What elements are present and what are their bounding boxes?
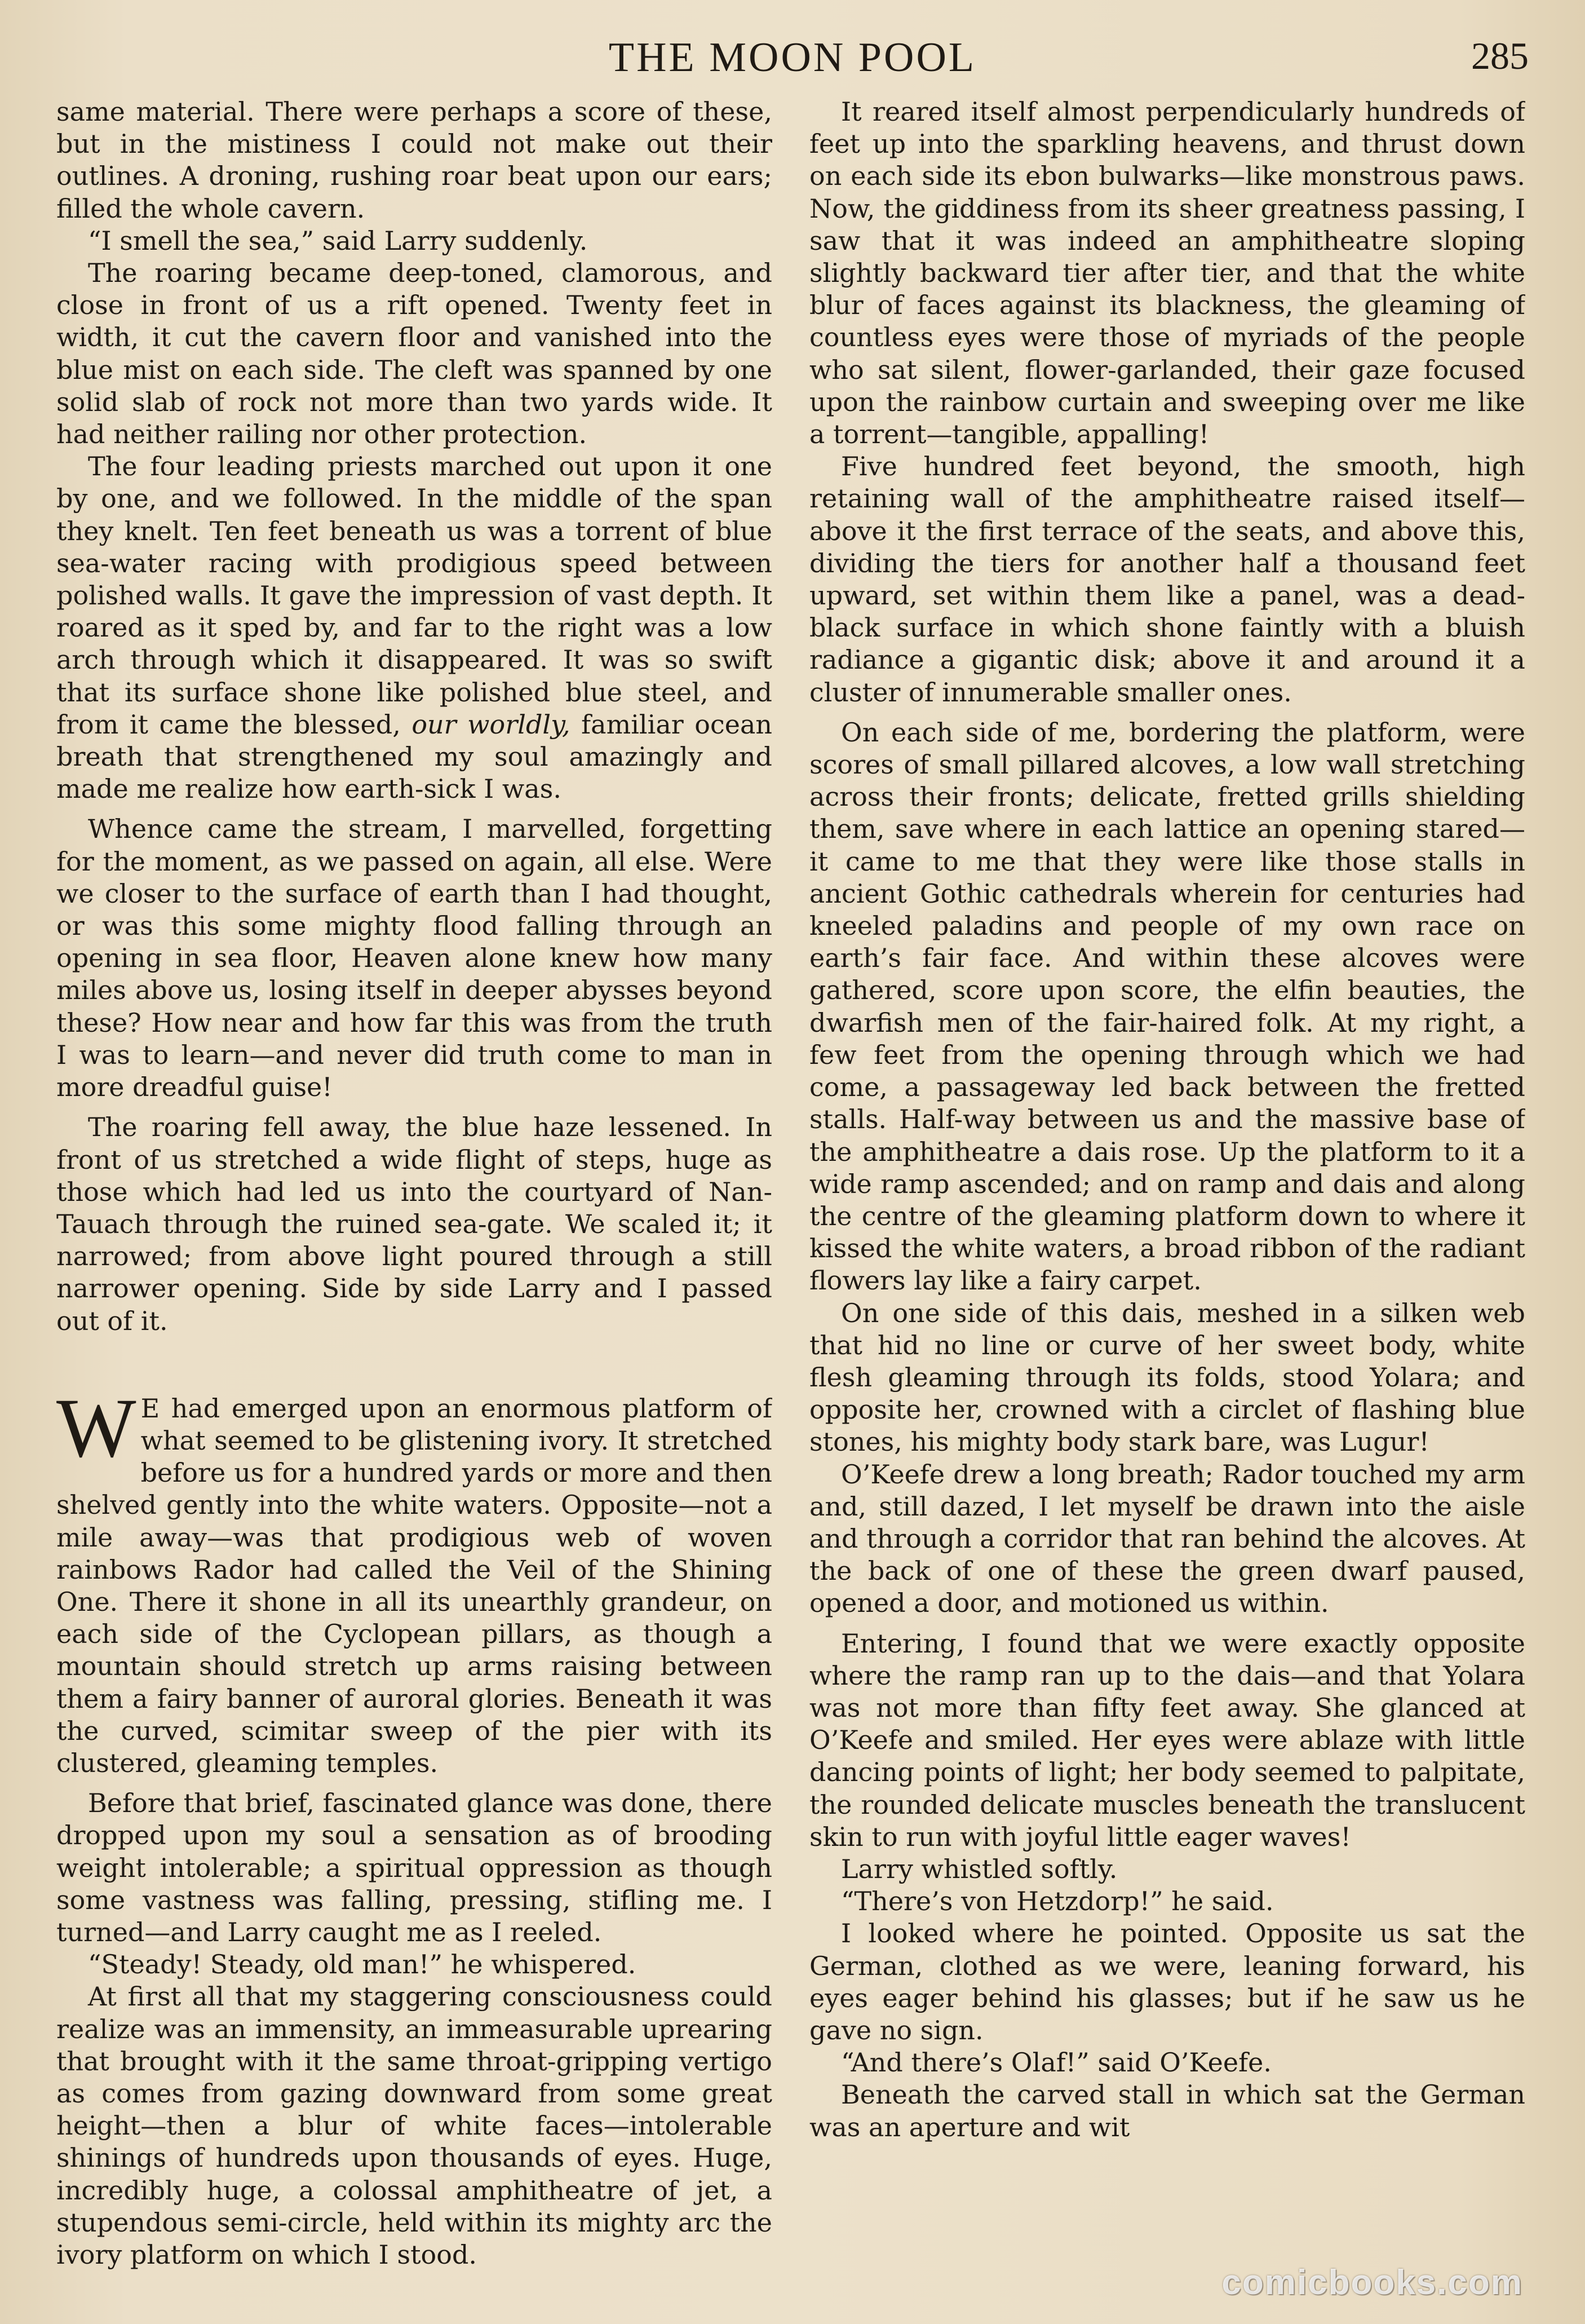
italic-phrase: our worldly, [411, 709, 570, 740]
paragraph: The roaring fell away, the blue haze lessened. In front of us stretched a wide flight of steps, huge as those which had led us into the courtyard of Nan-Tauach through the ruined sea-gate. We scaled it; it narrowed; from above light poured through a still narrower opening. Side by side Larry and I passed out of it. [56, 1112, 772, 1336]
paragraph: Larry whistled softly. [841, 1853, 1118, 1884]
paragraph: Five hundred feet beyond, the smooth, high retaining wall of the amphitheatre raised itself—above it the first terrace of the seats, and above this, dividing the tiers for another half a thousand feet upward, set within them like a panel, was a dead-black surface in which shone faintly with a bluish radiance a gigantic disk; above it and around it a cluster of innumerable smaller ones. [809, 451, 1525, 708]
right-column [809, 96, 1525, 2289]
left-column [56, 96, 772, 2289]
paragraph: I looked where he pointed. Opposite us sat the German, clothed as we were, leaning forward, his eyes eager behind his glasses; but if he saw us he gave no sign. [809, 1918, 1525, 2045]
paragraph: On one side of this dais, meshed in a silken web that hid no line or curve of her sweet body, white flesh gleaming through its folds, stood Yolara; and opposite her, crowned with a circlet of flashing blue stones, his mighty body stark bare, was Lugur! [809, 1297, 1525, 1457]
paragraph: Beneath the carved stall in which sat the German was an aperture and wit [809, 2079, 1525, 2142]
paragraph-text: The four leading priests marched out upon it one by one, and we followed. In the middle of the span they knelt. Ten feet beneath us was a torrent of blue sea-water racing with prodigious speed between polished walls. It gave the impression of vast depth. It roared as it sped by, and far to the right was a low arch through which it disappeared. It was so swift that its surface shone like polished blue steel, and from it came the blessed, [56, 451, 772, 740]
paragraph: Whence came the stream, I marvelled, forgetting for the moment, as we passed on again, all else. Were we closer to the surface of earth than I had thought, or was this some mighty flood falling through an opening in sea floor, Heaven alone knew how many miles above us, losing itself in deeper abysses beyond these? How near and how far this was from the truth I was to learn—and never did truth come to man in more dreadful guise! [56, 814, 772, 1103]
paragraph [56, 1381, 772, 1779]
running-title: THE MOON POOL [608, 34, 977, 81]
drop-cap: W [56, 1381, 136, 1475]
paragraph-text: E had emerged upon an enormous platform of what seemed to be glistening ivory. It stretched before us for a hundred yards or more and then shelved gently into the white waters. Opposite—not a mile away—was that prodigious web of woven rainbows Rador had called the Veil of the Shining One. There it shone in all its unearthly grandeur, on each side of the Cyclopean pillars, as though a mountain should stretch up arms raising between them a fairy banner of auroral glories. Beneath it was the curved, scimitar sweep of the pier with its clustered, gleaming temples. [56, 1393, 772, 1778]
paragraph: The roaring became deep-toned, clamorous, and close in front of us a rift opened. Twenty feet in width, it cut the cavern floor and vanished into the blue mist on each side. The cleft was spanned by one solid slab of rock not more than two yards wide. It had neither railing nor other protection. [56, 258, 772, 450]
paragraph: “Steady! Steady, old man!” he whispered. [88, 1949, 636, 1980]
paragraph [56, 450, 772, 805]
paragraph: It reared itself almost perpendicularly hundreds of feet up into the sparkling heavens, and thrust down on each side its ebon bulwarks—like monstrous paws. Now, the giddiness from its sheer greatness passing, I saw that it was indeed an amphitheatre sloping slightly backward tier after tier, and that the white blur of faces against its blackness, the gleaming of countless eyes were those of myriads of the people who sat silent, flower-garlanded, their gaze focused upon the rainbow curtain and sweeping over me like a torrent—tangible, appalling! [809, 96, 1525, 450]
paragraph: At first all that my staggering consciousness could realize was an immensity, an immeasurable uprearing that brought with it the same throat-gripping vertigo as comes from gazing downward from some great height—then a blur of white faces—intolerable shinings of hundreds upon thousands of eyes. Huge, incredibly huge, a colossal amphitheatre of jet, a stupendous semi-circle, held within its mighty arc the ivory platform on which I stood. [56, 1981, 772, 2270]
paragraph: “I smell the sea,” said Larry suddenly. [88, 225, 588, 256]
paragraph: Entering, I found that we were exactly opposite where the ramp ran up to the dais—and that Yolara was not more than fifty feet away. She glanced at O’Keefe and smiled. Her eyes were ablaze with little dancing points of light; her body seemed to palpitate, the rounded delicate muscles beneath the translucent skin to run with joyful little eager waves! [809, 1628, 1525, 1852]
site-watermark: comicbooks.com [1221, 2263, 1523, 2302]
page-header [56, 23, 1529, 90]
paragraph: “There’s von Hetzdorp!” he said. [841, 1886, 1274, 1917]
paragraph: On each side of me, bordering the platform, were scores of small pillared alcoves, a low wall stretching across their fronts; delicate, fretted grills shielding them, save where in each lattice an opening stared—it came to me that they were like those stalls in ancient Gothic cathedrals wherein for centuries had kneeled paladins and people of my own race on earth’s fair face. And within these alcoves were gathered, score upon score, the elfin beauties, the dwarfish men of the fair-haired folk. At my right, a few feet from the opening through which we had come, a passageway led back between the fretted stalls. Half-way between us and the massive base of the amphitheatre a dais rose. Up the platform to it a wide ramp ascended; and on ramp and dais and along the centre of the gleaming platform down to where it kissed the white waters, a broad ribbon of the radiant flowers lay like a fairy carpet. [809, 717, 1525, 1296]
paragraph: O’Keefe drew a long breath; Rador touched my arm and, still dazed, I let myself be drawn into the aisle and through a corridor that ran behind the alcoves. At the back of one of these the green dwarf paused, opened a door, and motioned us within. [809, 1459, 1525, 1619]
section-break [56, 1337, 772, 1393]
paragraph: “And there’s Olaf!” said O’Keefe. [841, 2047, 1272, 2078]
paragraph: same material. There were perhaps a score of these, but in the mistiness I could not make out their outlines. A droning, rushing roar beat upon our ears; filled the whole cavern. [56, 96, 772, 224]
paragraph: Before that brief, fascinated glance was done, there dropped upon my soul a sensation as of brooding weight intolerable; a spiritual oppression as though some vastness was falling, pressing, stifling me. I turned—and Larry caught me as I reeled. [56, 1788, 772, 1947]
page-number: 285 [1471, 34, 1529, 77]
paragraph-text: familiar ocean breath that strengthened my soul amazingly and made me realize how earth-sick I was. [56, 709, 772, 805]
